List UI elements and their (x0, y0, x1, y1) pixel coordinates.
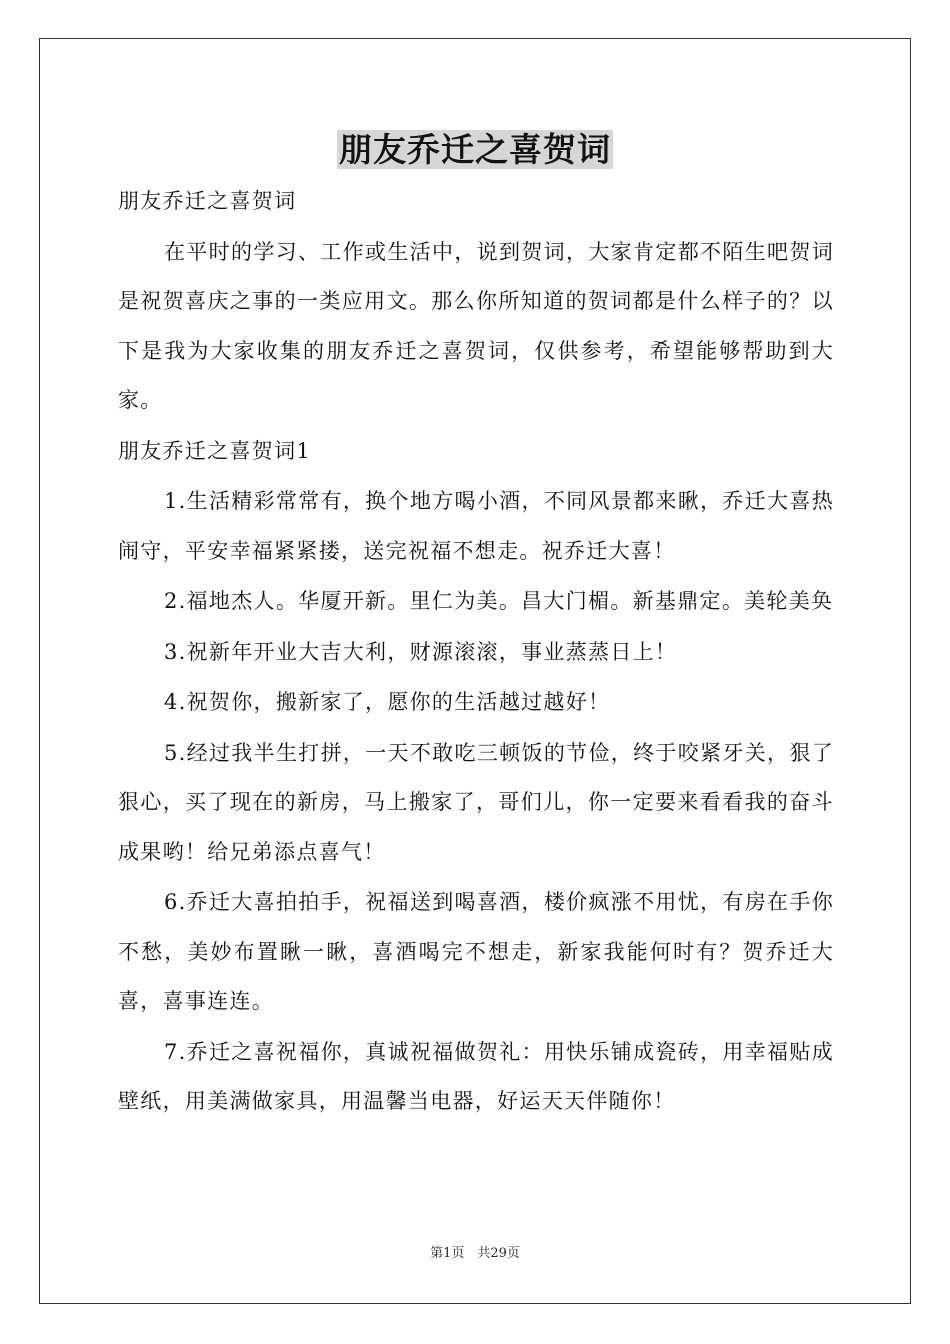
paragraph-subtitle: 朋友乔迁之喜贺词 (118, 189, 297, 213)
greeting-item-2: 2.福地杰人。华厦开新。里仁为美。昌大门楣。新基鼎定。美轮美奂 (164, 589, 834, 613)
document-body (118, 177, 834, 1128)
document-title-text: 朋友乔迁之喜贺词 (339, 130, 611, 169)
section-heading: 朋友乔迁之喜贺词1 (118, 438, 312, 463)
greeting-item-3: 3.祝新年开业大吉大利，财源滚滚，事业蒸蒸日上！ (164, 639, 678, 664)
greeting-item-6: 6.乔迁大喜拍拍手，祝福送到喝喜酒，楼价疯涨不用忧，有房在手你不愁，美妙布置瞅一瞅，喜酒喝完不想走，新家我能何时有？贺乔迁大喜，喜事连连。 (118, 890, 834, 1013)
greeting-item-4: 4.祝贺你，搬新家了，愿你的生活越过越好！ (164, 690, 611, 714)
page-number: 第1页 共29页 (430, 1246, 520, 1261)
document-title (0, 128, 950, 172)
greeting-item-5: 5.经过我半生打拼，一天不敢吃三顿饭的节俭，终于咬紧牙关，狠了狠心，买了现在的新房，马上搬家了，哥们儿，你一定要来看看我的奋斗成果哟！给兄弟添点喜气！ (118, 740, 834, 864)
paragraph-intro: 在平时的学习、工作或生活中，说到贺词，大家肯定都不陌生吧贺词是祝贺喜庆之事的一类应用文。那么你所知道的贺词都是什么样子的？以下是我为大家收集的朋友乔迁之喜贺词，仅供参考，希望能够帮助到大家。 (118, 239, 834, 412)
page-footer (0, 1245, 950, 1263)
greeting-item-1: 1.生活精彩常常有，换个地方喝小酒，不同风景都来瞅，乔迁大喜热闹守，平安幸福紧紧搂，送完祝福不想走。祝乔迁大喜！ (118, 489, 834, 563)
greeting-item-7: 7.乔迁之喜祝福你，真诚祝福做贺礼：用快乐铺成瓷砖，用幸福贴成壁纸，用美满做家具，用温馨当电器，好运天天伴随你！ (118, 1039, 834, 1113)
